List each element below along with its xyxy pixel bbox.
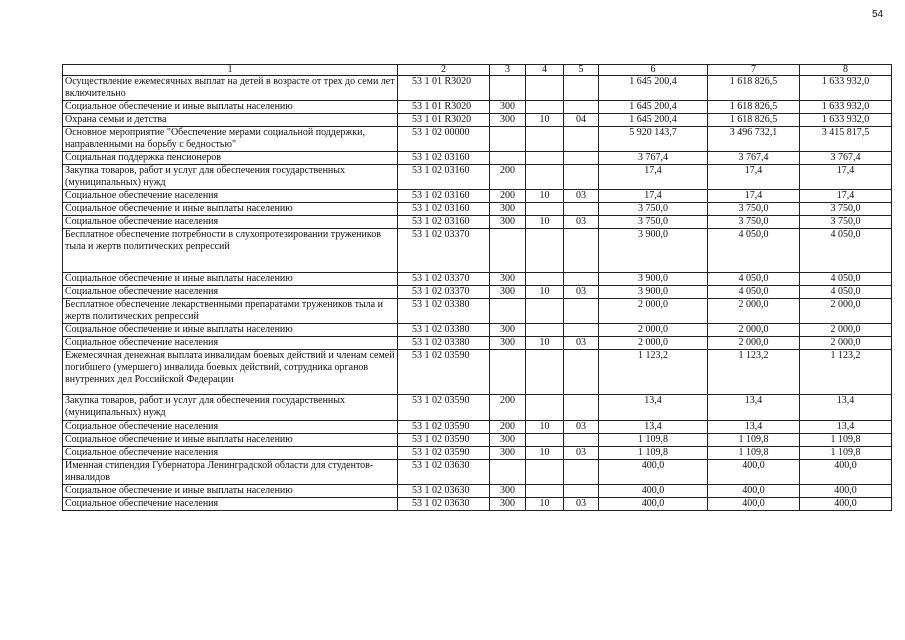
row-amount-col7: 2 000,0 xyxy=(708,324,800,337)
row-amount-col7: 400,0 xyxy=(708,498,800,511)
row-amount-col6: 1 645 200,4 xyxy=(599,101,708,114)
row-section: 10 xyxy=(526,337,564,350)
row-subsection xyxy=(564,460,599,485)
table-row xyxy=(63,152,892,165)
row-name: Социальное обеспечение и иные выплаты населению xyxy=(63,324,398,337)
row-code: 53 1 02 03370 xyxy=(398,286,490,299)
row-amount-col8: 1 633 932,0 xyxy=(800,114,892,127)
row-amount-col7: 4 050,0 xyxy=(708,273,800,286)
row-expense-type: 300 xyxy=(490,447,526,460)
row-subsection: 03 xyxy=(564,190,599,203)
row-expense-type xyxy=(490,460,526,485)
row-code: 53 1 02 03590 xyxy=(398,434,490,447)
row-subsection xyxy=(564,152,599,165)
row-code: 53 1 02 03380 xyxy=(398,324,490,337)
row-section xyxy=(526,324,564,337)
row-amount-col7: 17,4 xyxy=(708,190,800,203)
header-cell: 2 xyxy=(398,65,490,76)
row-amount-col8: 13,4 xyxy=(800,395,892,421)
row-expense-type: 300 xyxy=(490,485,526,498)
row-name: Охрана семьи и детства xyxy=(63,114,398,127)
row-section: 10 xyxy=(526,114,564,127)
row-amount-col7: 13,4 xyxy=(708,395,800,421)
row-name: Бесплатное обеспечение потребности в слухопротезировании тружеников тыла и жертв политических репрессий xyxy=(63,229,398,273)
row-expense-type xyxy=(490,350,526,395)
row-amount-col7: 1 618 826,5 xyxy=(708,101,800,114)
row-name: Ежемесячная денежная выплата инвалидам боевых действий и членам семей погибшего (умершего) инвалида боевых действий, сотрудника органов внутренних дел Российской Федерации xyxy=(63,350,398,395)
row-subsection xyxy=(564,101,599,114)
row-expense-type xyxy=(490,229,526,273)
row-expense-type: 300 xyxy=(490,114,526,127)
row-amount-col6: 2 000,0 xyxy=(599,324,708,337)
row-amount-col8: 4 050,0 xyxy=(800,229,892,273)
row-expense-type: 300 xyxy=(490,216,526,229)
row-section xyxy=(526,460,564,485)
row-amount-col7: 17,4 xyxy=(708,165,800,190)
table-row xyxy=(63,485,892,498)
row-code: 53 1 02 03590 xyxy=(398,447,490,460)
row-expense-type: 200 xyxy=(490,190,526,203)
row-section xyxy=(526,299,564,324)
row-amount-col6: 3 750,0 xyxy=(599,203,708,216)
row-name: Социальное обеспечение и иные выплаты населению xyxy=(63,101,398,114)
row-code: 53 1 02 03380 xyxy=(398,337,490,350)
row-amount-col8: 400,0 xyxy=(800,498,892,511)
row-expense-type: 300 xyxy=(490,337,526,350)
row-amount-col7: 3 496 732,1 xyxy=(708,127,800,152)
row-amount-col7: 1 123,2 xyxy=(708,350,800,395)
row-code: 53 1 02 03590 xyxy=(398,350,490,395)
row-amount-col7: 4 050,0 xyxy=(708,286,800,299)
row-code: 53 1 02 03160 xyxy=(398,216,490,229)
row-amount-col8: 1 633 932,0 xyxy=(800,76,892,101)
row-expense-type: 300 xyxy=(490,286,526,299)
row-section: 10 xyxy=(526,498,564,511)
row-name: Закупка товаров, работ и услуг для обеспечения государственных (муниципальных) нужд xyxy=(63,165,398,190)
row-expense-type: 300 xyxy=(490,324,526,337)
row-amount-col8: 2 000,0 xyxy=(800,299,892,324)
row-code: 53 1 01 R3020 xyxy=(398,101,490,114)
row-expense-type: 300 xyxy=(490,498,526,511)
table-row xyxy=(63,337,892,350)
row-subsection xyxy=(564,127,599,152)
table-row xyxy=(63,127,892,152)
table-row xyxy=(63,101,892,114)
header-cell: 1 xyxy=(63,65,398,76)
row-expense-type: 200 xyxy=(490,421,526,434)
table-row xyxy=(63,203,892,216)
row-subsection xyxy=(564,299,599,324)
row-name: Бесплатное обеспечение лекарственными препаратами тружеников тыла и жертв политических репрессий xyxy=(63,299,398,324)
row-section: 10 xyxy=(526,286,564,299)
row-code: 53 1 02 03630 xyxy=(398,498,490,511)
row-amount-col7: 1 618 826,5 xyxy=(708,76,800,101)
row-amount-col6: 3 900,0 xyxy=(599,273,708,286)
table-row xyxy=(63,395,892,421)
row-amount-col6: 13,4 xyxy=(599,421,708,434)
row-amount-col7: 2 000,0 xyxy=(708,337,800,350)
row-amount-col8: 4 050,0 xyxy=(800,273,892,286)
row-code: 53 1 02 00000 xyxy=(398,127,490,152)
row-amount-col8: 2 000,0 xyxy=(800,337,892,350)
row-section xyxy=(526,395,564,421)
row-amount-col7: 400,0 xyxy=(708,485,800,498)
row-section xyxy=(526,229,564,273)
row-amount-col6: 400,0 xyxy=(599,498,708,511)
row-amount-col6: 1 109,8 xyxy=(599,434,708,447)
row-name: Социальное обеспечение и иные выплаты населению xyxy=(63,273,398,286)
row-section xyxy=(526,152,564,165)
row-amount-col8: 2 000,0 xyxy=(800,324,892,337)
row-code: 53 1 01 R3020 xyxy=(398,76,490,101)
row-expense-type xyxy=(490,76,526,101)
row-amount-col7: 2 000,0 xyxy=(708,299,800,324)
row-code: 53 1 02 03160 xyxy=(398,190,490,203)
row-section xyxy=(526,273,564,286)
row-amount-col8: 3 750,0 xyxy=(800,216,892,229)
row-name: Закупка товаров, работ и услуг для обеспечения государственных (муниципальных) нужд xyxy=(63,395,398,421)
row-code: 53 1 02 03380 xyxy=(398,299,490,324)
header-cell: 5 xyxy=(564,65,599,76)
row-amount-col6: 3 767,4 xyxy=(599,152,708,165)
table-row xyxy=(63,286,892,299)
row-code: 53 1 02 03590 xyxy=(398,395,490,421)
table-row xyxy=(63,324,892,337)
table-row xyxy=(63,350,892,395)
row-amount-col6: 17,4 xyxy=(599,190,708,203)
row-name: Социальное обеспечение населения xyxy=(63,190,398,203)
row-name: Осуществление ежемесячных выплат на детей в возрасте от трех до семи лет включительно xyxy=(63,76,398,101)
row-expense-type: 200 xyxy=(490,395,526,421)
row-section xyxy=(526,127,564,152)
row-amount-col8: 1 633 932,0 xyxy=(800,101,892,114)
row-amount-col6: 5 920 143,7 xyxy=(599,127,708,152)
row-section: 10 xyxy=(526,447,564,460)
table-row xyxy=(63,421,892,434)
row-subsection xyxy=(564,434,599,447)
row-amount-col6: 3 750,0 xyxy=(599,216,708,229)
row-subsection: 03 xyxy=(564,216,599,229)
header-cell: 6 xyxy=(599,65,708,76)
row-subsection xyxy=(564,76,599,101)
row-amount-col6: 3 900,0 xyxy=(599,229,708,273)
header-row xyxy=(63,65,892,76)
row-name: Социальное обеспечение населения xyxy=(63,498,398,511)
row-subsection xyxy=(564,273,599,286)
row-code: 53 1 02 03370 xyxy=(398,229,490,273)
row-expense-type xyxy=(490,152,526,165)
row-subsection xyxy=(564,485,599,498)
row-name: Социальное обеспечение населения xyxy=(63,216,398,229)
row-amount-col8: 1 109,8 xyxy=(800,434,892,447)
row-subsection: 03 xyxy=(564,498,599,511)
header-cell: 8 xyxy=(800,65,892,76)
row-code: 53 1 02 03160 xyxy=(398,203,490,216)
row-amount-col7: 1 109,8 xyxy=(708,434,800,447)
row-name: Социальное обеспечение населения xyxy=(63,286,398,299)
row-amount-col6: 2 000,0 xyxy=(599,337,708,350)
row-name: Социальное обеспечение и иные выплаты населению xyxy=(63,203,398,216)
table-row xyxy=(63,447,892,460)
table-row xyxy=(63,76,892,101)
row-amount-col8: 17,4 xyxy=(800,190,892,203)
header-cell: 3 xyxy=(490,65,526,76)
table-row xyxy=(63,190,892,203)
row-amount-col7: 4 050,0 xyxy=(708,229,800,273)
row-expense-type: 300 xyxy=(490,273,526,286)
row-subsection: 04 xyxy=(564,114,599,127)
row-code: 53 1 02 03160 xyxy=(398,165,490,190)
row-name: Основное мероприятие "Обеспечение мерами социальной поддержки, направленными на борьбу с бедностью" xyxy=(63,127,398,152)
row-amount-col6: 13,4 xyxy=(599,395,708,421)
row-subsection xyxy=(564,229,599,273)
row-section xyxy=(526,485,564,498)
row-subsection: 03 xyxy=(564,447,599,460)
row-subsection: 03 xyxy=(564,421,599,434)
row-amount-col8: 3 750,0 xyxy=(800,203,892,216)
row-subsection: 03 xyxy=(564,337,599,350)
row-subsection xyxy=(564,203,599,216)
table-body xyxy=(63,65,892,511)
row-amount-col8: 13,4 xyxy=(800,421,892,434)
row-subsection: 03 xyxy=(564,286,599,299)
row-expense-type xyxy=(490,299,526,324)
table-row xyxy=(63,460,892,485)
table-row xyxy=(63,114,892,127)
row-amount-col7: 400,0 xyxy=(708,460,800,485)
row-code: 53 1 02 03630 xyxy=(398,485,490,498)
row-amount-col6: 1 645 200,4 xyxy=(599,76,708,101)
row-subsection xyxy=(564,324,599,337)
row-amount-col6: 1 109,8 xyxy=(599,447,708,460)
row-subsection xyxy=(564,395,599,421)
row-amount-col8: 3 415 817,5 xyxy=(800,127,892,152)
row-code: 53 1 02 03590 xyxy=(398,421,490,434)
row-amount-col6: 400,0 xyxy=(599,485,708,498)
table-row xyxy=(63,299,892,324)
row-amount-col8: 400,0 xyxy=(800,485,892,498)
row-expense-type: 300 xyxy=(490,101,526,114)
row-section: 10 xyxy=(526,216,564,229)
row-amount-col6: 17,4 xyxy=(599,165,708,190)
row-expense-type: 300 xyxy=(490,434,526,447)
row-amount-col8: 1 123,2 xyxy=(800,350,892,395)
row-subsection xyxy=(564,165,599,190)
row-amount-col6: 3 900,0 xyxy=(599,286,708,299)
row-amount-col6: 2 000,0 xyxy=(599,299,708,324)
row-amount-col8: 400,0 xyxy=(800,460,892,485)
row-section xyxy=(526,434,564,447)
table-row xyxy=(63,498,892,511)
table-row xyxy=(63,229,892,273)
table-row xyxy=(63,216,892,229)
row-amount-col7: 13,4 xyxy=(708,421,800,434)
row-name: Социальная поддержка пенсионеров xyxy=(63,152,398,165)
table-row xyxy=(63,434,892,447)
row-amount-col7: 1 109,8 xyxy=(708,447,800,460)
row-code: 53 1 02 03630 xyxy=(398,460,490,485)
row-section xyxy=(526,203,564,216)
table-row xyxy=(63,165,892,190)
row-amount-col6: 400,0 xyxy=(599,460,708,485)
row-amount-col6: 1 123,2 xyxy=(599,350,708,395)
row-name: Социальное обеспечение и иные выплаты населению xyxy=(63,485,398,498)
row-amount-col7: 1 618 826,5 xyxy=(708,114,800,127)
row-section xyxy=(526,165,564,190)
row-name: Социальное обеспечение населения xyxy=(63,447,398,460)
row-name: Социальное обеспечение и иные выплаты населению xyxy=(63,434,398,447)
row-amount-col8: 3 767,4 xyxy=(800,152,892,165)
row-code: 53 1 02 03160 xyxy=(398,152,490,165)
row-expense-type: 300 xyxy=(490,203,526,216)
header-cell: 4 xyxy=(526,65,564,76)
row-amount-col8: 4 050,0 xyxy=(800,286,892,299)
budget-table xyxy=(62,64,892,511)
row-name: Именная стипендия Губернатора Ленинградской области для студентов-инвалидов xyxy=(63,460,398,485)
page-number: 54 xyxy=(872,9,884,20)
row-amount-col7: 3 750,0 xyxy=(708,203,800,216)
row-amount-col7: 3 767,4 xyxy=(708,152,800,165)
row-code: 53 1 01 R3020 xyxy=(398,114,490,127)
header-cell: 7 xyxy=(708,65,800,76)
row-amount-col6: 1 645 200,4 xyxy=(599,114,708,127)
row-section xyxy=(526,76,564,101)
row-name: Социальное обеспечение населения xyxy=(63,421,398,434)
row-section: 10 xyxy=(526,421,564,434)
row-expense-type xyxy=(490,127,526,152)
row-subsection xyxy=(564,350,599,395)
row-name: Социальное обеспечение населения xyxy=(63,337,398,350)
row-amount-col7: 3 750,0 xyxy=(708,216,800,229)
row-section xyxy=(526,101,564,114)
row-expense-type: 200 xyxy=(490,165,526,190)
row-code: 53 1 02 03370 xyxy=(398,273,490,286)
table-row xyxy=(63,273,892,286)
row-amount-col8: 1 109,8 xyxy=(800,447,892,460)
row-section xyxy=(526,350,564,395)
row-amount-col8: 17,4 xyxy=(800,165,892,190)
row-section: 10 xyxy=(526,190,564,203)
